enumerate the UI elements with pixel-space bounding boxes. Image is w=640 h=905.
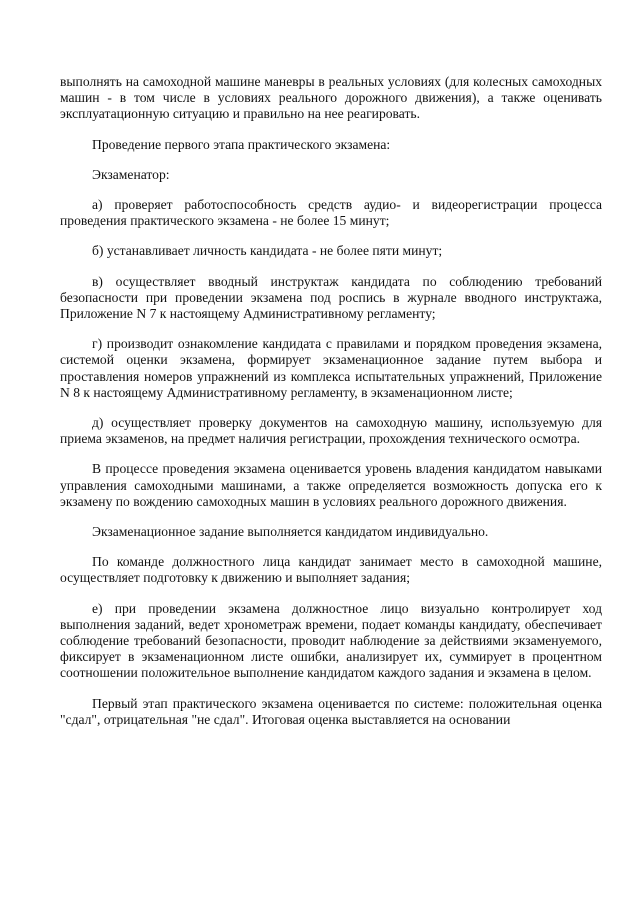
paragraph-continuation: выполнять на самоходной машине маневры в реальных условиях (для колесных самоходных машин - в том числе в условиях реального дорожного движения), а также оценивать эксплуатационную ситуацию и правильно на нее реагировать. [60,74,602,122]
paragraph-command: По команде должностного лица кандидат занимает место в самоходной машине, осуществляет подготовку к движению и выполняет задания; [60,554,602,586]
paragraph-individual-task: Экзаменационное задание выполняется кандидатом индивидуально. [92,524,489,540]
paragraph-item-a: а) проверяет работоспособность средств аудио- и видеорегистрации процесса проведения практического экзамена - не более 15 минут; [60,197,602,229]
paragraph-grading: Первый этап практического экзамена оценивается по системе: положительная оценка "сдал", отрицательная "не сдал". Итоговая оценка выставляется на основании [60,695,602,727]
paragraph-item-b: б) устанавливает личность кандидата - не более пяти минут; [92,243,443,259]
paragraph-item-e: е) при проведении экзамена должностное лицо визуально контролирует ход выполнения заданий, ведет хронометраж времени, подает команды кандидату, обеспечивает соблюдение требований безопасности, проводит наблюдение за действиями экзаменуемого, фиксирует в экзаменационном листе ошибки, анализирует их, суммирует в процентном соотношении положительное выполнение кандидатом каждого задания и экзамена в целом. [60,600,602,681]
paragraph-stage-heading: Проведение первого этапа практического экзамена: [92,136,391,152]
paragraph-item-g: г) производит ознакомление кандидата с правилами и порядком проведения экзамена, системой оценки экзамена, формирует экзаменационное задание путем выбора и проставления номеров упражнений из комплекса испытательных упражнений, Приложение N 8 к настоящему Административному регламенту, в экзаменационном листе; [60,336,602,400]
document-page [60,74,602,742]
paragraph-evaluation: В процессе проведения экзамена оценивается уровень владения кандидатом навыками управления самоходными машинами, а также определяется возможность допуска его к экзамену по вождению самоходных машин в условиях реального дорожного движения. [60,461,602,509]
paragraph-item-v: в) осуществляет вводный инструктаж кандидата по соблюдению требований безопасности при проведении экзамена под роспись в журнале вводного инструктажа, Приложение N 7 к настоящему Административному регламенту; [60,273,602,322]
paragraph-item-d: д) осуществляет проверку документов на самоходную машину, используемую для приема экзаменов, на предмет наличия регистрации, прохождения технического осмотра. [60,415,602,447]
paragraph-examiner: Экзаменатор: [92,166,170,182]
